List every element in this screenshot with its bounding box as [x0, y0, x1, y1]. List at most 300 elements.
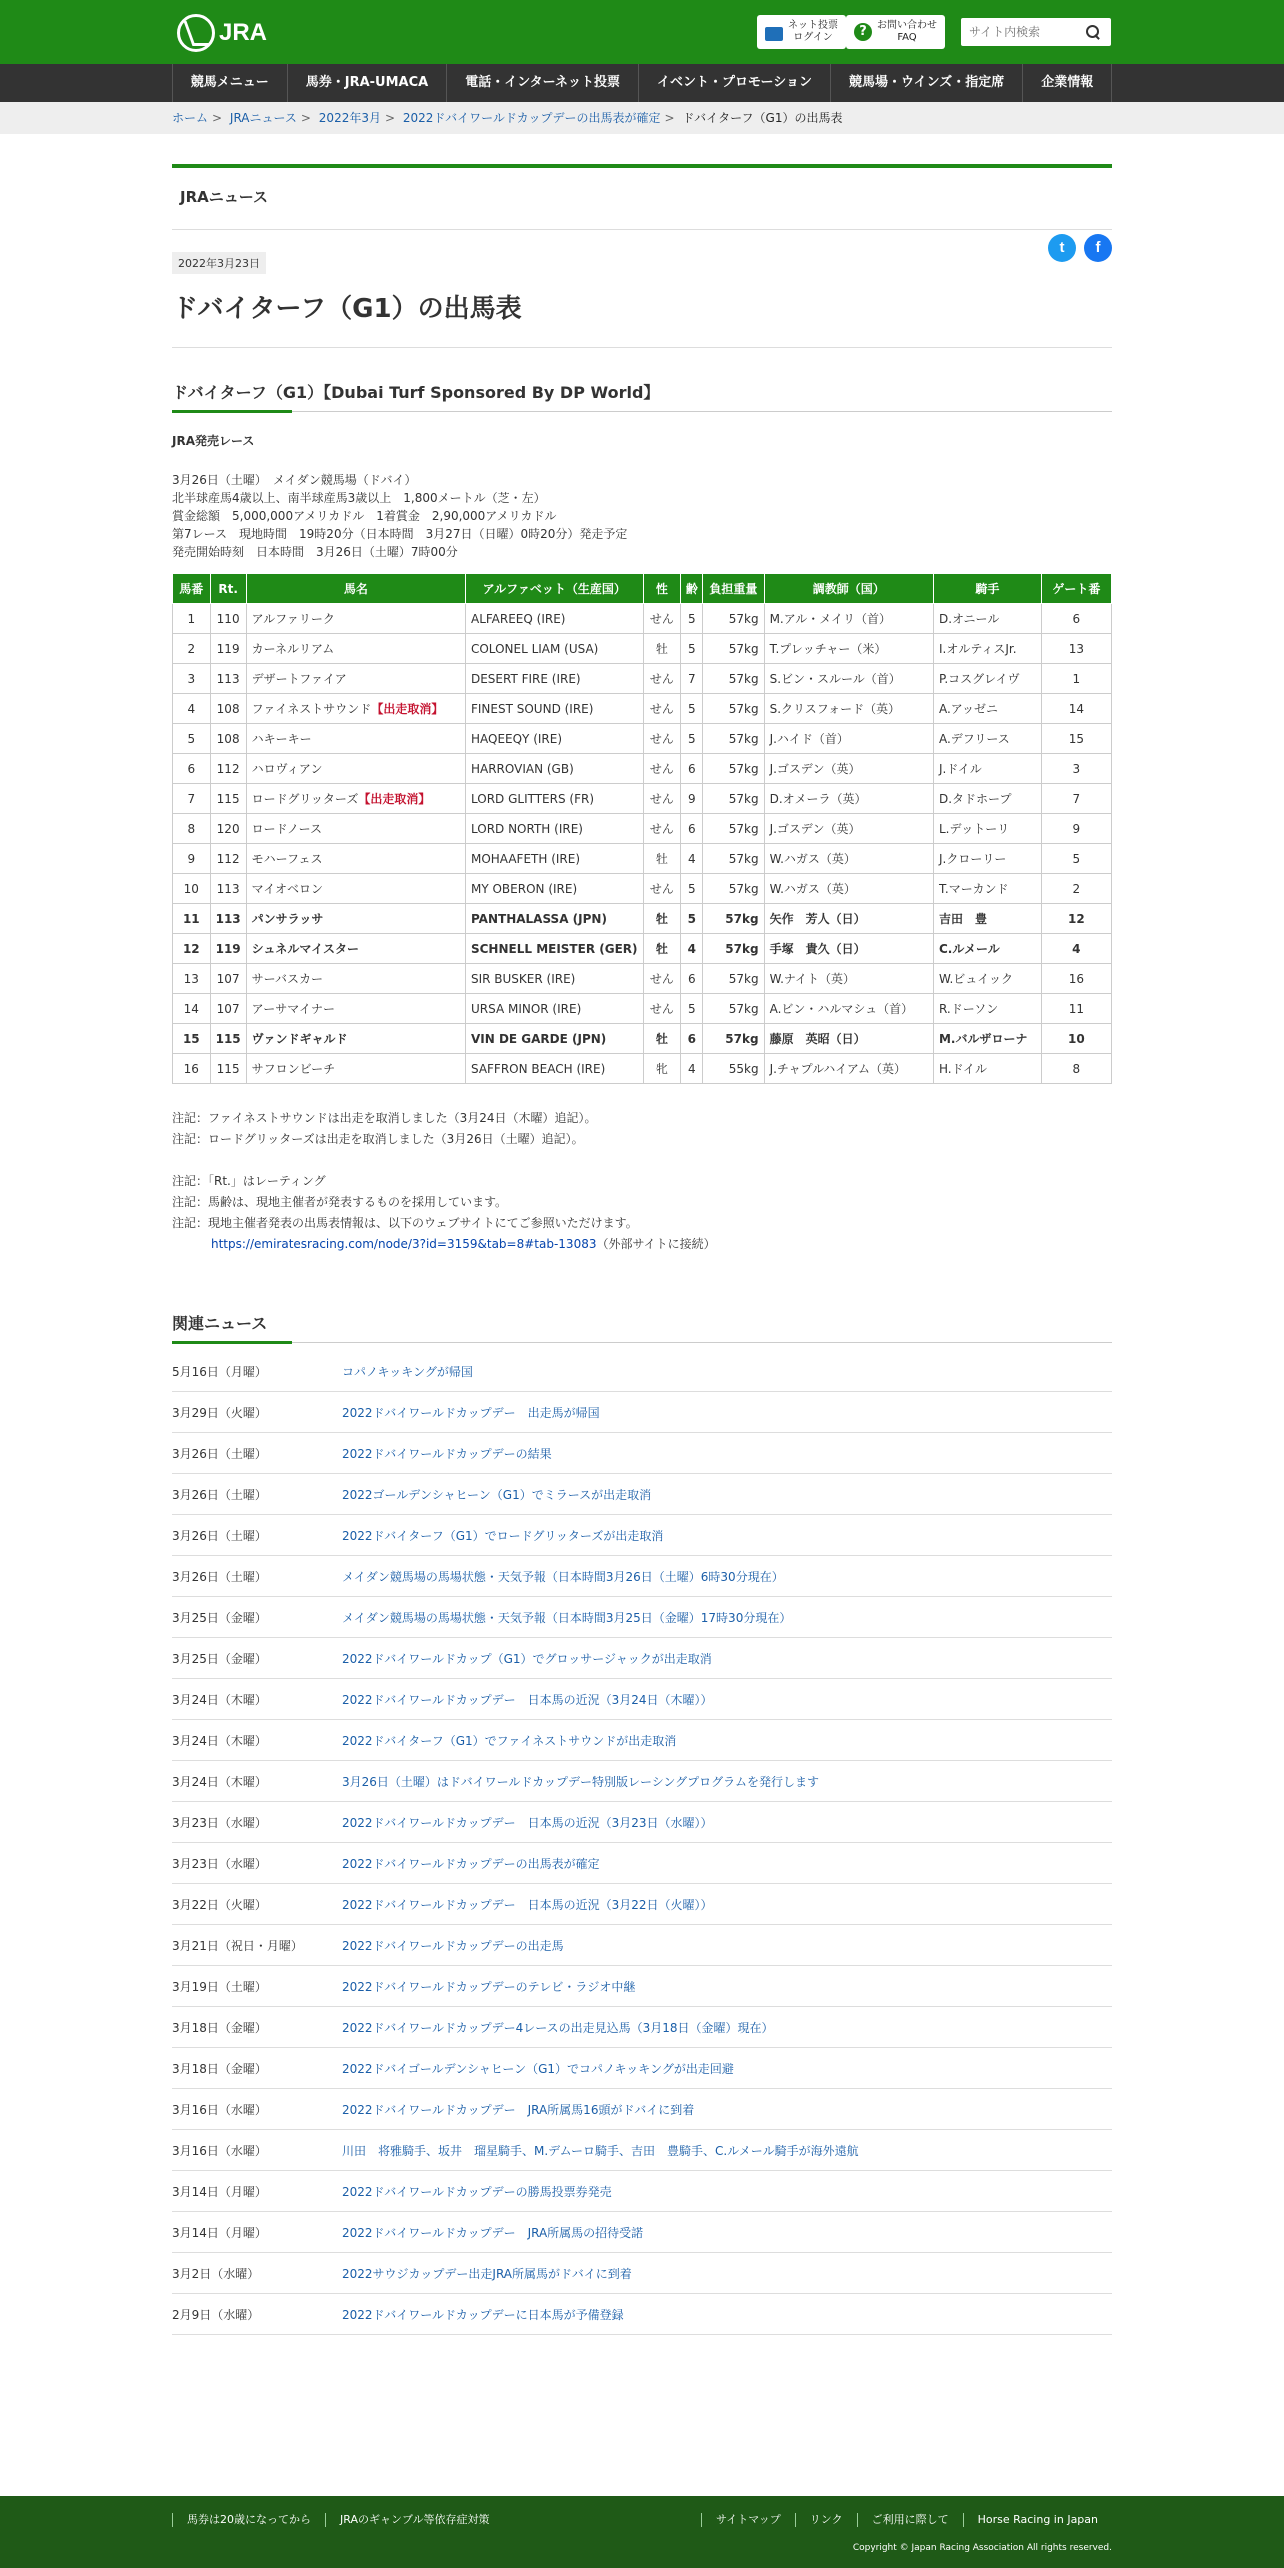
- cell-age: [681, 634, 703, 664]
- cell-sex-text: せん: [649, 822, 674, 836]
- cell-gate: [1041, 844, 1111, 874]
- cell-sex: [643, 664, 681, 694]
- news-date: 3月24日（木曜）: [172, 1774, 267, 1789]
- cell-alphabet-text: LORD GLITTERS (FR): [470, 791, 595, 806]
- cell-rating: [210, 874, 246, 904]
- cell-jockey-text: D.タドホープ: [938, 792, 1012, 806]
- news-date: 3月24日（木曜）: [172, 1692, 267, 1707]
- cell-no: [173, 664, 211, 694]
- news-link[interactable]: 2022ドバイワールドカップデーの出走馬: [342, 1938, 564, 1953]
- cell-gate: [1041, 874, 1111, 904]
- breadcrumb-month[interactable]: 2022年3月: [318, 111, 381, 125]
- cell-jockey: [933, 1024, 1041, 1054]
- cell-alphabet: [465, 724, 643, 754]
- cell-no-text: 9: [187, 851, 196, 866]
- cell-alphabet: [465, 634, 643, 664]
- cell-alphabet-text: HAQEEQY (IRE): [470, 731, 563, 746]
- news-date: 3月2日（水曜）: [172, 2266, 260, 2281]
- cell-gate-text: 5: [1072, 851, 1081, 866]
- cell-alphabet-text: URSA MINOR (IRE): [470, 1001, 582, 1016]
- cell-name: [246, 664, 465, 694]
- cell-age-text: 5: [688, 641, 696, 656]
- nav-item-baken[interactable]: 馬券・JRA-UMACA: [287, 64, 446, 102]
- cell-trainer-text: W.ハガス（英）: [769, 882, 856, 896]
- cell-alphabet-text: ALFAREEQ (IRE): [470, 611, 566, 626]
- note-line: 注記：「Rt.」はレーティング: [172, 1174, 326, 1188]
- cell-name: [246, 634, 465, 664]
- cell-trainer: [764, 934, 933, 964]
- cell-weight: [703, 874, 764, 904]
- cell-no: [173, 634, 211, 664]
- cell-gate: [1041, 754, 1111, 784]
- cell-gate-text: 6: [1072, 611, 1081, 626]
- cell-rating: [210, 934, 246, 964]
- cell-alphabet-text: MY OBERON (IRE): [470, 881, 578, 896]
- list-item: [172, 2007, 1112, 2048]
- nav-item-company[interactable]: 企業情報: [1022, 64, 1112, 102]
- main-content: [172, 164, 1112, 2335]
- news-link[interactable]: 2022ドバイワールドカップデーの勝馬投票券発売: [342, 2184, 612, 2199]
- cell-alphabet: [465, 934, 643, 964]
- col-trainer: 調教師（国）: [764, 574, 933, 604]
- cell-name: [246, 964, 465, 994]
- cell-sex: [643, 634, 681, 664]
- cell-alphabet: [465, 874, 643, 904]
- cell-name-text: ヴァンドギャルド: [251, 1032, 348, 1046]
- notes: [172, 1108, 1112, 1255]
- cell-jockey: [933, 694, 1041, 724]
- cell-sex-text: 牡: [655, 852, 668, 866]
- cell-sex: [643, 994, 681, 1024]
- cell-age: [681, 694, 703, 724]
- cell-trainer: [764, 754, 933, 784]
- cell-age: [681, 844, 703, 874]
- col-name: 馬名: [246, 574, 465, 604]
- cell-sex-text: 牝: [655, 1062, 668, 1076]
- news-link[interactable]: メイダン競馬場の馬場状態・天気予報（日本時間3月26日（土曜）6時30分現在）: [342, 1569, 784, 1584]
- breadcrumb-separator: >: [212, 111, 223, 125]
- news-date: 3月26日（土曜）: [172, 1487, 267, 1502]
- footer-link-terms[interactable]: ご利用に際して: [857, 2513, 963, 2527]
- col-gate: ゲート番: [1041, 574, 1111, 604]
- cell-name: [246, 694, 465, 724]
- cell-trainer-text: A.ビン・ハルマシュ（首）: [769, 1002, 914, 1016]
- cell-weight: [703, 694, 764, 724]
- cell-alphabet-text: FINEST SOUND (IRE): [470, 701, 594, 716]
- table-row: [173, 1054, 1112, 1084]
- cell-gate: [1041, 934, 1111, 964]
- cell-weight: [703, 1054, 764, 1084]
- cell-trainer: [764, 964, 933, 994]
- col-sex: 性: [643, 574, 681, 604]
- table-row: [173, 664, 1112, 694]
- cell-rating-text: 119: [216, 641, 240, 656]
- cell-weight: [703, 814, 764, 844]
- breadcrumb-parent[interactable]: 2022ドバイワールドカップデーの出馬表が確定: [402, 111, 661, 125]
- news-link[interactable]: 2022ドバイワールドカップデーの結果: [342, 1446, 552, 1461]
- nav-item-vote[interactable]: 電話・インターネット投票: [446, 64, 638, 102]
- cell-no-text: 4: [187, 701, 196, 716]
- cell-name-text: ロードノース: [251, 822, 322, 836]
- cell-jockey-text: L.デットーリ: [938, 822, 1010, 836]
- cell-rating: [210, 904, 246, 934]
- cell-gate: [1041, 664, 1111, 694]
- news-date: 3月21日（祝日・月曜）: [172, 1938, 303, 1953]
- cell-gate: [1041, 904, 1111, 934]
- cell-age: [681, 724, 703, 754]
- table-row: [173, 604, 1112, 634]
- emirates-racing-link[interactable]: https://emiratesracing.com/node/3?id=3159&tab=8#tab-13083: [211, 1237, 597, 1251]
- cell-trainer-text: W.ハガス（英）: [769, 852, 856, 866]
- cell-trainer: [764, 844, 933, 874]
- table-row: [173, 874, 1112, 904]
- table-row: [173, 814, 1112, 844]
- cell-name-text: アルファリーク: [251, 612, 335, 626]
- cell-weight: [703, 604, 764, 634]
- news-link[interactable]: メイダン競馬場の馬場状態・天気予報（日本時間3月25日（金曜）17時30分現在）: [342, 1610, 792, 1625]
- cell-weight: [703, 934, 764, 964]
- login-label: ネット投票 ログイン: [788, 20, 838, 43]
- news-link[interactable]: 2022ドバイワールドカップデー JRA所属馬16頭がドバイに到着: [342, 2102, 695, 2117]
- external-link-line: [172, 1234, 1112, 1255]
- cell-name-text: デザートファイア: [251, 672, 347, 686]
- col-no: 馬番: [173, 574, 211, 604]
- note-line: 注記：ロードグリッターズは出走を取消しました（3月26日（土曜）追記）。: [172, 1132, 584, 1146]
- news-link[interactable]: 2022ドバイワールドカップデー 日本馬の近況（3月23日（水曜））: [342, 1815, 713, 1830]
- cell-sex-text: せん: [649, 792, 674, 806]
- news-date: 3月26日（土曜）: [172, 1528, 267, 1543]
- race-info-line: 北半球産馬4歳以上、南半球産馬3歳以上 1,800メートル（芝・左）: [172, 491, 546, 505]
- note-gap: [172, 1150, 1112, 1171]
- cell-sex: [643, 904, 681, 934]
- list-item: [172, 1966, 1112, 2007]
- cell-age-text: 5: [688, 1001, 696, 1016]
- cell-gate-text: 3: [1072, 761, 1081, 776]
- cell-sex: [643, 784, 681, 814]
- cell-sex-text: せん: [649, 672, 674, 686]
- cell-age-text: 5: [688, 701, 696, 716]
- news-link[interactable]: 2022ゴールデンシャヒーン（G1）でミラースが出走取消: [342, 1487, 652, 1502]
- table-row: [173, 754, 1112, 784]
- cell-alphabet-text: SAFFRON BEACH (IRE): [470, 1061, 606, 1076]
- cell-jockey-text: D.オニール: [938, 612, 1000, 626]
- cell-name: [246, 1024, 465, 1054]
- cell-weight-text: 57kg: [728, 791, 759, 806]
- cell-age: [681, 994, 703, 1024]
- cell-age-text: 5: [688, 611, 696, 626]
- news-date: 3月18日（金曜）: [172, 2020, 267, 2035]
- cell-trainer-text: J.チャプルハイアム（英）: [769, 1062, 907, 1076]
- list-item: [172, 1925, 1112, 1966]
- list-item: [172, 1351, 1112, 1392]
- cell-sex: [643, 844, 681, 874]
- list-item: [172, 1843, 1112, 1884]
- cell-name-text: ハロヴィアン: [251, 762, 323, 776]
- twitter-icon[interactable]: t: [1048, 234, 1076, 262]
- question-icon: ?: [854, 23, 872, 41]
- faq-button[interactable]: [846, 15, 945, 49]
- table-row: [173, 1024, 1112, 1054]
- breadcrumb-separator: >: [384, 111, 396, 125]
- cell-jockey: [933, 754, 1041, 784]
- cell-rating: [210, 1054, 246, 1084]
- jra-logo[interactable]: [177, 14, 267, 52]
- cell-sex-text: せん: [649, 762, 674, 776]
- cell-rating-text: 115: [215, 1031, 241, 1046]
- cell-no: [173, 1054, 211, 1084]
- news-date: 3月26日（土曜）: [172, 1446, 267, 1461]
- entry-table-body: [173, 604, 1112, 1084]
- cell-no-text: 8: [187, 821, 196, 836]
- nav-item-event[interactable]: イベント・プロモーション: [638, 64, 830, 102]
- news-date: 5月16日（月曜）: [172, 1364, 267, 1379]
- cell-rating-text: 115: [216, 1061, 240, 1076]
- cell-weight-text: 57kg: [728, 881, 759, 896]
- cell-trainer-text: J.ハイド（首）: [769, 732, 849, 746]
- note-line: 注記：ファイネストサウンドは出走を取消しました（3月24日（木曜）追記）。: [172, 1111, 597, 1125]
- cell-age-text: 5: [688, 881, 696, 896]
- cancel-badge: 【出走取消】: [371, 702, 444, 716]
- list-item: [172, 2294, 1112, 2335]
- list-item: [172, 1638, 1112, 1679]
- footer-link-gambling[interactable]: JRAのギャンブル等依存症対策: [325, 2513, 504, 2527]
- cell-gate: [1041, 724, 1111, 754]
- cell-sex-text: せん: [649, 702, 674, 716]
- list-item: [172, 1515, 1112, 1556]
- cell-weight: [703, 1024, 764, 1054]
- cell-trainer-text: 矢作 芳人（日）: [769, 912, 866, 926]
- cell-gate-text: 2: [1072, 881, 1081, 896]
- cell-age-text: 6: [687, 1031, 696, 1046]
- cell-weight-text: 57kg: [728, 641, 759, 656]
- cell-alphabet-text: VIN DE GARDE (JPN): [470, 1031, 607, 1046]
- cell-no-text: 14: [183, 1001, 199, 1016]
- cell-jockey-text: T.マーカンド: [938, 882, 1009, 896]
- news-link[interactable]: 2022ドバイワールドカップデー 日本馬の近況（3月24日（木曜））: [342, 1692, 713, 1707]
- cell-trainer: [764, 664, 933, 694]
- list-item: [172, 1679, 1112, 1720]
- news-date: 3月16日（水曜）: [172, 2143, 267, 2158]
- cell-rating: [210, 844, 246, 874]
- cell-jockey-text: J.クローリー: [938, 852, 1007, 866]
- cell-name: [246, 1054, 465, 1084]
- cell-name-text: シュネルマイスター: [251, 942, 360, 956]
- news-link[interactable]: 3月26日（土曜）はドバイワールドカップデー特別版レーシングプログラムを発行します: [342, 1774, 820, 1789]
- list-item: [172, 2089, 1112, 2130]
- footer-link-age[interactable]: 馬券は20歳になってから: [172, 2513, 325, 2527]
- cell-no-text: 1: [187, 611, 196, 626]
- cell-rating: [210, 994, 246, 1024]
- cell-no: [173, 904, 211, 934]
- list-item: [172, 1720, 1112, 1761]
- cell-alphabet: [465, 1024, 643, 1054]
- breadcrumb-jra-news[interactable]: JRAニュース: [229, 111, 297, 125]
- cell-jockey: [933, 634, 1041, 664]
- cell-no: [173, 604, 211, 634]
- cell-sex: [643, 604, 681, 634]
- cell-rating: [210, 784, 246, 814]
- news-link[interactable]: コパノキッキングが帰国: [342, 1364, 473, 1379]
- search-input[interactable]: [961, 25, 1081, 39]
- cell-alphabet: [465, 754, 643, 784]
- news-link[interactable]: 2022ドバイワールドカップデーの出馬表が確定: [342, 1856, 600, 1871]
- cell-trainer: [764, 1054, 933, 1084]
- section-title: JRAニュース: [172, 168, 1112, 230]
- related-news: [172, 1311, 1112, 2335]
- footer-link-english[interactable]: Horse Racing in Japan: [963, 2513, 1112, 2527]
- cell-jockey-text: P.コスグレイヴ: [938, 672, 1020, 686]
- cell-alphabet: [465, 784, 643, 814]
- news-date: 3月19日（土曜）: [172, 1979, 267, 1994]
- cell-age-text: 7: [688, 671, 696, 686]
- news-link[interactable]: 2022ドバイワールドカップデー JRA所属馬の招待受諾: [342, 2225, 644, 2240]
- list-item: [172, 2171, 1112, 2212]
- cell-gate-text: 10: [1067, 1031, 1085, 1046]
- news-link[interactable]: 2022ドバイターフ（G1）でロードグリッターズが出走取消: [342, 1528, 664, 1543]
- net-voting-login-button[interactable]: [757, 15, 846, 49]
- cell-sex: [643, 814, 681, 844]
- cell-age-text: 4: [688, 1061, 696, 1076]
- news-link[interactable]: 2022ドバイゴールデンシャヒーン（G1）でコパノキッキングが出走回避: [342, 2061, 734, 2076]
- cell-age: [681, 964, 703, 994]
- news-date: 3月18日（金曜）: [172, 2061, 267, 2076]
- cell-gate-text: 14: [1068, 701, 1084, 716]
- news-date: 3月22日（火曜）: [172, 1897, 267, 1912]
- footer-link-sitemap[interactable]: サイトマップ: [701, 2513, 795, 2527]
- global-nav: [0, 64, 1284, 102]
- cell-no-text: 6: [187, 761, 196, 776]
- cell-no-text: 11: [182, 911, 200, 926]
- cell-no: [173, 964, 211, 994]
- cell-rating-text: 112: [216, 761, 240, 776]
- cell-trainer: [764, 994, 933, 1024]
- cell-gate-text: 15: [1068, 731, 1084, 746]
- cell-no-text: 16: [183, 1061, 199, 1076]
- news-link[interactable]: 2022ドバイターフ（G1）でファイネストサウンドが出走取消: [342, 1733, 677, 1748]
- cell-no-text: 13: [183, 971, 199, 986]
- cell-rating: [210, 964, 246, 994]
- cell-weight-text: 57kg: [728, 1001, 759, 1016]
- cell-name-text: ファイネストサウンド: [251, 702, 372, 716]
- cell-no-text: 10: [183, 881, 199, 896]
- date-badge: 2022年3月23日: [172, 252, 266, 274]
- cell-alphabet-text: SCHNELL MEISTER (GER): [470, 941, 638, 956]
- cell-sex-text: 牡: [655, 1032, 668, 1046]
- cell-jockey: [933, 814, 1041, 844]
- facebook-icon[interactable]: f: [1084, 234, 1112, 262]
- cell-alphabet-text: SIR BUSKER (IRE): [470, 971, 576, 986]
- cell-age-text: 5: [688, 731, 696, 746]
- cell-weight: [703, 784, 764, 814]
- search-icon[interactable]: [1085, 24, 1101, 40]
- cell-rating-text: 107: [216, 1001, 240, 1016]
- list-item: [172, 2048, 1112, 2089]
- nav-item-keiba-menu[interactable]: 競馬メニュー: [172, 64, 287, 102]
- cell-gate-text: 7: [1072, 791, 1081, 806]
- cell-jockey-text: J.ドイル: [938, 762, 982, 776]
- news-link[interactable]: 2022ドバイワールドカップデー4レースの出走見込馬（3月18日（金曜）現在）: [342, 2020, 774, 2035]
- cell-no: [173, 934, 211, 964]
- cell-name: [246, 934, 465, 964]
- logo-text: JRA: [219, 19, 268, 46]
- news-link[interactable]: 2022ドバイワールドカップデー 日本馬の近況（3月22日（火曜））: [342, 1897, 713, 1912]
- news-date: 3月23日（水曜）: [172, 1815, 267, 1830]
- col-jockey: 騎手: [933, 574, 1041, 604]
- news-link[interactable]: 2022ドバイワールドカップ（G1）でグロッサージャックが出走取消: [342, 1651, 712, 1666]
- cell-name-text: モハーフェス: [251, 852, 323, 866]
- cell-no-text: 3: [187, 671, 196, 686]
- cell-name: [246, 814, 465, 844]
- cell-sex-text: せん: [649, 882, 674, 896]
- cell-trainer: [764, 784, 933, 814]
- news-link[interactable]: 2022サウジカップデー出走JRA所属馬がドバイに到着: [342, 2266, 632, 2281]
- breadcrumb-home[interactable]: ホーム: [172, 111, 209, 125]
- news-date: 3月24日（木曜）: [172, 1733, 267, 1748]
- cell-no-text: 7: [187, 791, 196, 806]
- cell-gate: [1041, 1054, 1111, 1084]
- news-date: 3月26日（土曜）: [172, 1569, 267, 1584]
- news-link[interactable]: 2022ドバイワールドカップデー 出走馬が帰国: [342, 1405, 600, 1420]
- cell-age: [681, 934, 703, 964]
- cell-trainer: [764, 1024, 933, 1054]
- cell-trainer-text: 藤原 英昭（日）: [769, 1032, 866, 1046]
- footer-link-links[interactable]: リンク: [795, 2513, 857, 2527]
- cell-rating-text: 113: [216, 671, 240, 686]
- table-row: [173, 724, 1112, 754]
- cell-trainer: [764, 724, 933, 754]
- entry-table: [172, 573, 1112, 1084]
- cell-jockey: [933, 724, 1041, 754]
- cell-weight: [703, 754, 764, 784]
- list-item: [172, 1884, 1112, 1925]
- cell-no-text: 5: [187, 731, 196, 746]
- news-link[interactable]: 2022ドバイワールドカップデーのテレビ・ラジオ中継: [342, 1979, 636, 1994]
- cell-weight: [703, 664, 764, 694]
- cell-weight-text: 57kg: [725, 941, 759, 956]
- cell-no: [173, 844, 211, 874]
- cell-weight-text: 57kg: [728, 821, 759, 836]
- news-link[interactable]: 2022ドバイワールドカップデーに日本馬が予備登録: [342, 2307, 624, 2322]
- col-alphabet: アルファベット（生産国）: [465, 574, 643, 604]
- cell-rating-text: 119: [215, 941, 241, 956]
- cell-gate-text: 4: [1072, 941, 1081, 956]
- cell-weight: [703, 994, 764, 1024]
- col-rating: Rt.: [210, 574, 246, 604]
- cell-no: [173, 1024, 211, 1054]
- cell-jockey-text: I.オルティスJr.: [938, 642, 1017, 656]
- cell-jockey: [933, 994, 1041, 1024]
- cell-gate: [1041, 694, 1111, 724]
- cell-weight: [703, 904, 764, 934]
- cell-rating-text: 112: [216, 851, 240, 866]
- cell-sex: [643, 754, 681, 784]
- cell-age-text: 6: [688, 821, 696, 836]
- cell-name-text: サーバスカー: [251, 972, 324, 986]
- cell-trainer-text: W.ナイト（英）: [769, 972, 856, 986]
- cell-jockey-text: H.ドイル: [938, 1062, 988, 1076]
- table-header-row: [173, 574, 1112, 604]
- news-link[interactable]: 川田 将雅騎手、坂井 瑠星騎手、M.デムーロ騎手、吉田 豊騎手、C.ルメール騎手が海外遠航: [342, 2143, 859, 2158]
- cell-rating: [210, 724, 246, 754]
- cell-age-text: 9: [688, 791, 696, 806]
- cell-jockey: [933, 934, 1041, 964]
- nav-item-racecourse[interactable]: 競馬場・ウインズ・指定席: [830, 64, 1022, 102]
- cell-no: [173, 724, 211, 754]
- cell-jockey: [933, 874, 1041, 904]
- cell-alphabet-text: MOHAAFETH (IRE): [470, 851, 581, 866]
- cell-alphabet: [465, 904, 643, 934]
- cell-trainer-text: 手塚 貴久（日）: [769, 942, 866, 956]
